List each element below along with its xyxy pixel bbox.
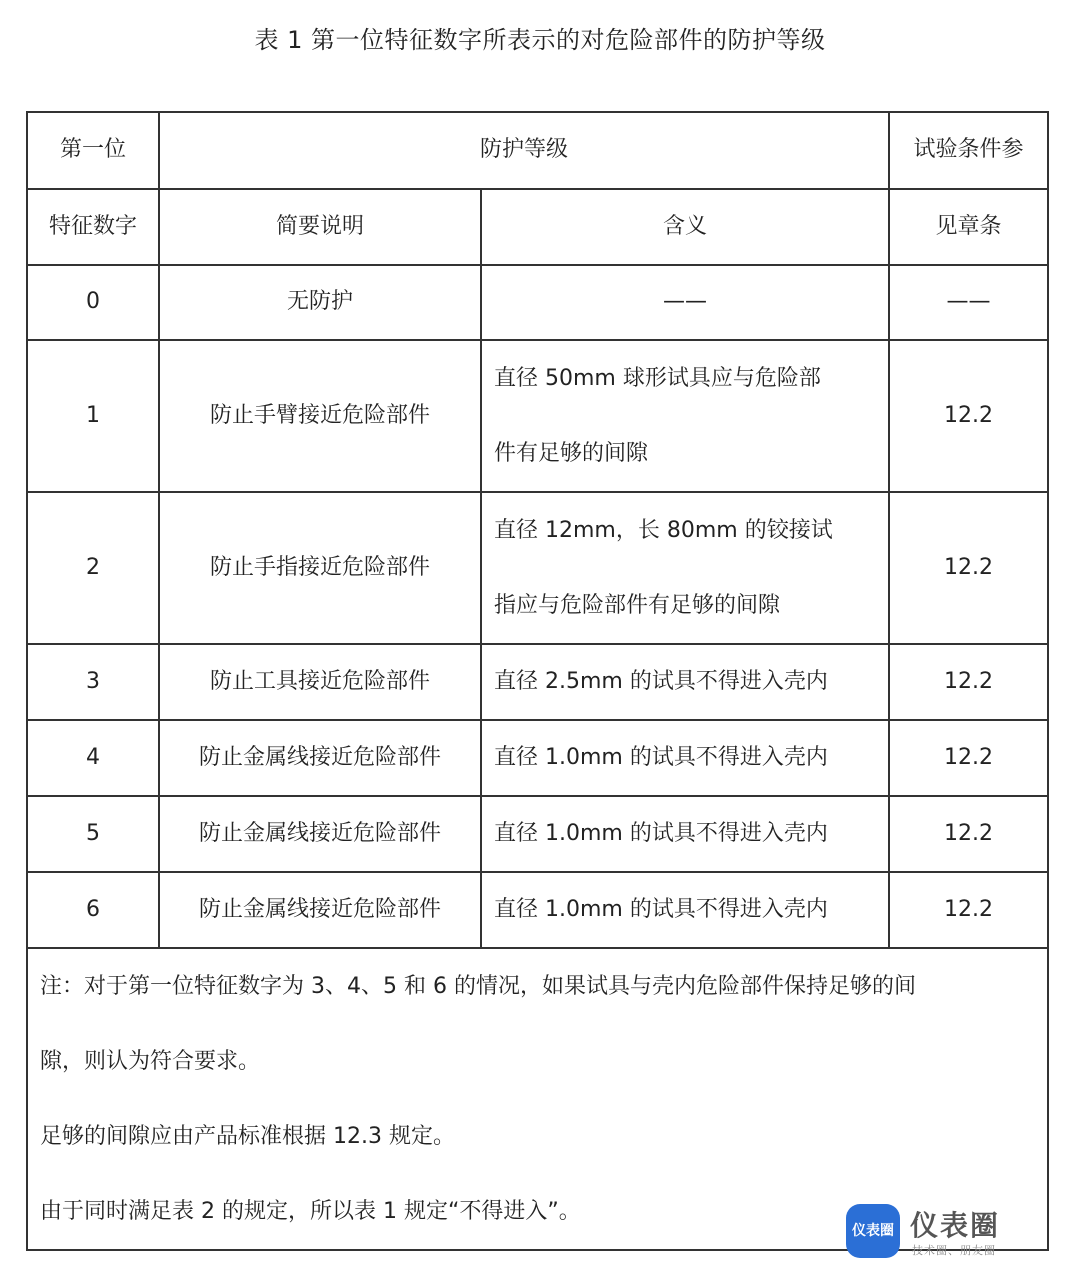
row-meaning-line2: 件有足够的间隙 (494, 441, 649, 466)
protection-level-table (26, 111, 1049, 1251)
row-brief: 防止手指接近危险部件 (159, 492, 481, 644)
row-meaning-line1: 直径 12mm，长 80mm 的铰接试 (494, 518, 833, 543)
table-row (27, 265, 1048, 340)
header-meaning: 含义 (481, 189, 889, 265)
row-brief: 防止金属线接近危险部件 (159, 796, 481, 872)
row-digit: 6 (27, 872, 159, 948)
header-digit-line1: 第一位 (27, 112, 159, 189)
table-row (27, 720, 1048, 796)
row-digit: 2 (27, 492, 159, 644)
note-line-1: 注：对于第一位特征数字为 3、4、5 和 6 的情况，如果试具与壳内危险部件保持足够的间 (40, 974, 916, 999)
note-line-2: 隙，则认为符合要求。 (40, 1049, 261, 1074)
row-clause: 12.2 (889, 720, 1048, 796)
row-digit: 1 (27, 340, 159, 492)
row-brief: 防止金属线接近危险部件 (159, 872, 481, 948)
row-clause: 12.2 (889, 872, 1048, 948)
table-row (27, 796, 1048, 872)
row-brief: 防止工具接近危险部件 (159, 644, 481, 720)
header-row-2 (27, 189, 1048, 265)
table-row (27, 340, 1048, 492)
row-meaning-line1: 直径 50mm 球形试具应与危险部 (494, 366, 821, 391)
row-meaning: 直径 1.0mm 的试具不得进入壳内 (481, 872, 889, 948)
row-meaning: 直径 1.0mm 的试具不得进入壳内 (481, 796, 889, 872)
note-line-3: 足够的间隙应由产品标准根据 12.3 规定。 (40, 1124, 455, 1149)
row-brief: 防止手臂接近危险部件 (159, 340, 481, 492)
row-digit: 3 (27, 644, 159, 720)
row-digit: 4 (27, 720, 159, 796)
row-clause: 12.2 (889, 340, 1048, 492)
row-clause: 12.2 (889, 796, 1048, 872)
row-clause: 12.2 (889, 492, 1048, 644)
row-digit: 0 (27, 265, 159, 340)
header-brief: 简要说明 (159, 189, 481, 265)
row-meaning (481, 340, 889, 492)
row-clause: 12.2 (889, 644, 1048, 720)
row-meaning: —— (481, 265, 889, 340)
table-row (27, 872, 1048, 948)
header-row-1 (27, 112, 1048, 189)
row-meaning: 直径 2.5mm 的试具不得进入壳内 (481, 644, 889, 720)
table-row (27, 492, 1048, 644)
watermark-subtitle: 技术圈、朋友圈 (912, 1244, 996, 1257)
header-test-line2: 见章条 (889, 189, 1048, 265)
row-meaning-line2: 指应与危险部件有足够的间隙 (494, 593, 781, 618)
row-meaning: 直径 1.0mm 的试具不得进入壳内 (481, 720, 889, 796)
row-digit: 5 (27, 796, 159, 872)
header-test-line1: 试验条件参 (889, 112, 1048, 189)
header-protection-level: 防护等级 (159, 112, 889, 189)
header-digit-line2: 特征数字 (27, 189, 159, 265)
table-title: 表 1 第一位特征数字所表示的对危险部件的防护等级 (254, 26, 826, 54)
note-line-4: 由于同时满足表 2 的规定，所以表 1 规定“不得进入”。 (40, 1199, 581, 1224)
row-meaning (481, 492, 889, 644)
row-brief: 防止金属线接近危险部件 (159, 720, 481, 796)
table-row (27, 644, 1048, 720)
row-clause: —— (889, 265, 1048, 340)
row-brief: 无防护 (159, 265, 481, 340)
watermark-name: 仪表圈 (910, 1209, 1001, 1242)
watermark-logo (846, 1204, 1016, 1260)
watermark-badge-icon: 仪表圈 (846, 1204, 900, 1258)
